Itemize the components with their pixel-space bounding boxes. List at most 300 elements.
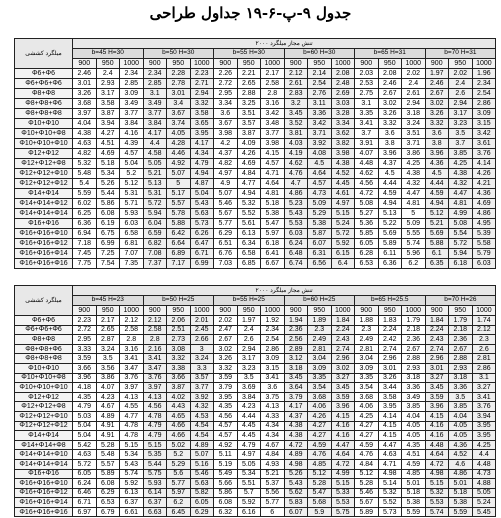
column-header: 950 [96,306,120,316]
table-cell: 5.02 [167,440,191,450]
table-cell: 5.86 [214,488,238,498]
table-cell: 2.51 [167,325,191,335]
table-cell: 5.24 [331,219,355,229]
table-cell: 4.69 [472,199,496,209]
table-cell: 2.36 [449,335,473,345]
table-cell: 5.34 [96,169,120,179]
table-cell: 5.26 [96,179,120,189]
table-cell: 3.49 [402,392,426,402]
table-cell: 3.76 [143,373,167,383]
table-cell: 5.36 [355,219,379,229]
table-cell: 6.63 [143,507,167,517]
table-cell: 1.84 [331,316,355,326]
table-cell: 4.38 [402,169,426,179]
table-cell: 3.01 [378,363,402,373]
table-row [15,159,496,169]
table-cell: 4.76 [355,450,379,460]
table-cell: 3.09 [472,109,496,119]
table-cell: 3.82 [331,139,355,149]
table-cell: 4.36 [449,440,473,450]
table-cell: 6.13 [237,229,261,239]
column-header: 950 [167,59,191,69]
table-cell: 4.81 [449,199,473,209]
table-cell: 6.41 [261,249,285,259]
column-header: 950 [96,59,120,69]
table-cell: 6.76 [214,249,238,259]
row-label: Φ16+Φ16+Φ16 [15,507,73,517]
table-cell: 5.48 [73,169,97,179]
table-cell: 2.36 [284,325,308,335]
table-cell: 2.3 [308,325,332,335]
table-cell: 4.69 [237,159,261,169]
table-cell: 2.21 [237,69,261,79]
table-cell: 6.02 [73,199,97,209]
table-cell: 5.14 [378,479,402,489]
column-header: 1000 [402,306,426,316]
table-cell: 4.16 [331,431,355,441]
table-cell: 4.65 [167,411,191,421]
table-cell: 5.97 [167,488,191,498]
table-cell: 5.62 [284,488,308,498]
column-header: 950 [237,306,261,316]
column-header: 950 [167,306,191,316]
table-cell: 5.67 [355,498,379,508]
table-cell: 4.55 [120,402,144,412]
column-header: 1000 [190,59,214,69]
dimension-header: b=70 H=31 [425,49,496,59]
column-header: 1000 [261,59,285,69]
table-cell: 2.46 [425,79,449,89]
table-cell: 4.15 [378,431,402,441]
table-cell: 6.71 [73,498,97,508]
table-cell: 2.74 [331,344,355,354]
table-cell: 3.26 [214,354,238,364]
table-cell: 3.09 [261,354,285,364]
table-cell: 6.37 [120,498,144,508]
table-cell: 3.77 [143,109,167,119]
table-cell: 3.87 [96,109,120,119]
table-cell: 3.5 [96,354,120,364]
table-cell: 2.08 [331,69,355,79]
table-cell: 4.51 [96,139,120,149]
table-cell: 4.59 [425,189,449,199]
table-cell: 4.87 [190,179,214,189]
table-cell: 3.03 [331,99,355,109]
column-header: 1000 [120,306,144,316]
table-cell: 5.32 [378,488,402,498]
column-header: 900 [214,59,238,69]
table-cell: 4.13 [143,392,167,402]
table-cell: 6.67 [261,259,285,269]
table-cell: 3.12 [284,354,308,364]
column-header: 900 [425,59,449,69]
table-cell: 4.44 [425,179,449,189]
table-cell: 6.18 [449,259,473,269]
table-cell: 3.81 [284,129,308,139]
table-cell: 3.18 [402,109,426,119]
table-cell: 4.66 [167,421,191,431]
table-cell: 3.41 [472,392,496,402]
table-cell: 4.98 [378,469,402,479]
table-cell: 1.92 [261,316,285,326]
table-cell: 2.6 [472,344,496,354]
table-cell: 2.06 [167,316,191,326]
table-row [15,89,496,99]
table-cell: 5.74 [120,469,144,479]
table-cell: 4.89 [190,440,214,450]
table-cell: 3.16 [261,99,285,109]
table-cell: 3.65 [190,119,214,129]
table-cell: 4.32 [190,402,214,412]
table-cell: 5.21 [143,169,167,179]
table-cell: 3.58 [96,99,120,109]
table-cell: 2.23 [73,316,97,326]
table-cell: 4.27 [96,129,120,139]
table-cell: 5.21 [261,469,285,479]
table-cell: 4.59 [355,440,379,450]
table-cell: 3.02 [331,363,355,373]
table-cell: 6.51 [214,239,238,249]
table-cell: 4.76 [284,169,308,179]
table-cell: 4.5 [425,169,449,179]
table-cell: 2.86 [472,363,496,373]
table-cell: 3.8 [378,139,402,149]
table-cell: 4.32 [402,179,426,189]
table-cell: 3.36 [402,383,426,393]
table-cell: 3.35 [308,373,332,383]
table-cell: 4.53 [190,411,214,421]
table-cell: 4.44 [378,179,402,189]
table-row [15,219,496,229]
table-row [15,421,496,431]
table-cell: 1.83 [378,316,402,326]
table-cell: 4.18 [73,383,97,393]
table-cell: 7.37 [143,259,167,269]
table-cell: 4.72 [284,440,308,450]
table-cell: 3.68 [73,99,97,109]
table-cell: 4.48 [355,159,379,169]
dimension-header: b=55 H=25 [214,296,285,306]
table-cell: 6.08 [96,209,120,219]
table-cell: 2.73 [167,335,191,345]
table-cell: 6.1 [425,249,449,259]
table-cell: 4.08 [308,149,332,159]
table-cell: 6.05 [355,239,379,249]
table-cell: 5.43 [284,479,308,489]
table-cell: 6.45 [167,507,191,517]
table-cell: 3.59 [214,373,238,383]
table-cell: 4.99 [449,209,473,219]
table-cell: 5.4 [73,179,97,189]
table-cell: 4.05 [402,431,426,441]
table-cell: 7.08 [143,249,167,259]
table-cell: 5.15 [143,440,167,450]
table-cell: 5.08 [355,199,379,209]
table-row [15,392,496,402]
row-label: Φ10+Φ10+Φ8 [15,373,73,383]
table-cell: 5.94 [143,209,167,219]
table-cell: 3.44 [378,383,402,393]
table-cell: 2.23 [190,69,214,79]
table-cell: 4.91 [96,421,120,431]
table-cell: 3.67 [214,119,238,129]
table-cell: 7.75 [73,259,97,269]
column-header: 950 [308,59,332,69]
table-cell: 4.35 [214,402,238,412]
table-cell: 3.09 [308,363,332,373]
table-cell: 3.32 [378,119,402,129]
table-cell: 5.83 [284,498,308,508]
table-cell: 4.85 [402,469,426,479]
table-cell: 3.74 [167,119,191,129]
table-cell: 4.21 [472,179,496,189]
row-label: Φ16+Φ16 [15,469,73,479]
table-cell: 2.8 [143,335,167,345]
table-cell: 2.49 [355,335,379,345]
table-cell: 5.38 [308,219,332,229]
table-cell: 3.18 [449,373,473,383]
table-cell: 5.43 [190,199,214,209]
table-cell: 3.76 [120,373,144,383]
table-cell: 2.12 [143,316,167,326]
table-cell: 7.07 [120,249,144,259]
table-cell: 3.35 [355,109,379,119]
table-cell: 4.88 [472,479,496,489]
table-cell: 5.33 [331,488,355,498]
table-cell: 4.94 [378,199,402,209]
table-cell: 2.78 [167,79,191,89]
table-cell: 4.14 [378,411,402,421]
table-row [15,169,496,179]
table-cell: 5.66 [214,479,238,489]
table-cell: 3.3 [190,363,214,373]
table-cell: 3.95 [378,402,402,412]
table-cell: 4.57 [308,179,332,189]
table-cell: 3.41 [143,354,167,364]
table-cell: 3.02 [214,344,238,354]
table-cell: 5.31 [143,189,167,199]
table-cell: 3.61 [472,139,496,149]
table-cell: 5.53 [425,498,449,508]
table-cell: 2.83 [284,89,308,99]
table-cell: 6.07 [308,239,332,249]
table-row [15,507,496,517]
table-cell: 3.24 [96,344,120,354]
column-header: 1000 [261,306,285,316]
table-cell: 2.4 [402,79,426,89]
table-cell: 4.63 [73,139,97,149]
table-cell: 3.57 [190,373,214,383]
table-cell: 4.77 [120,411,144,421]
table-cell: 4.25 [402,159,426,169]
table-cell: 5.07 [167,169,191,179]
table-cell: 3.45 [284,373,308,383]
table-cell: 4.76 [308,450,332,460]
table-cell: 2.72 [73,325,97,335]
table-cell: 5.92 [237,498,261,508]
row-label: Φ8+Φ8 [15,89,73,99]
column-header: 950 [449,59,473,69]
table-cell: 5.38 [261,209,285,219]
table-cell: 2.36 [402,335,426,345]
table-cell: 3.54 [355,383,379,393]
row-label: Φ12+Φ12+Φ12 [15,179,73,189]
table-cell: 3.96 [425,149,449,159]
column-header: 900 [284,59,308,69]
table-cell: 5.34 [120,450,144,460]
mesh-header: میلگرد کششی [15,286,73,316]
column-header: 950 [237,59,261,69]
table-row [15,149,496,159]
table-cell: 5.13 [143,179,167,189]
table-cell: 5.75 [143,469,167,479]
column-header: 950 [449,306,473,316]
table-row [15,488,496,498]
table-cell: 4.39 [120,139,144,149]
table-cell: 4.92 [167,159,191,169]
table-cell: 4.97 [214,169,238,179]
table-cell: 4.99 [331,469,355,479]
table-cell: 5.29 [167,459,191,469]
table-cell: 2.16 [143,344,167,354]
table-cell: 4.38 [449,169,473,179]
table-row [15,189,496,199]
table-cell: 3.38 [167,363,191,373]
table-cell: 5.47 [261,219,285,229]
table-cell: 6.16 [237,507,261,517]
column-header: 900 [143,306,167,316]
table-cell: 3.95 [190,129,214,139]
table-cell: 4.81 [261,189,285,199]
table-cell: 5.58 [472,239,496,249]
table-cell: 6.99 [190,259,214,269]
table-cell: 3.27 [331,373,355,383]
row-label: Φ16+Φ16+Φ14 [15,249,73,259]
table-row [15,373,496,383]
table-cell: 6.53 [96,498,120,508]
table-cell: 5.31 [120,189,144,199]
table-cell: 5.57 [167,199,191,209]
table-cell: 2.24 [425,325,449,335]
table-cell: 3.41 [355,119,379,129]
table-cell: 4.57 [120,149,144,159]
table-cell: 2.88 [237,89,261,99]
table-cell: 7.45 [73,249,97,259]
table-cell: 4.05 [449,431,473,441]
table-cell: 2.65 [96,325,120,335]
table-cell: 4.73 [472,469,496,479]
row-label: Φ12+Φ12+Φ8 [15,402,73,412]
table-cell: 2.46 [378,79,402,89]
table-cell: 3.77 [190,383,214,393]
table-cell: 2.81 [472,354,496,364]
table-cell: 3.16 [120,344,144,354]
table-cell: 3.6 [214,109,238,119]
table-cell: 4.04 [449,411,473,421]
table-cell: 5.9 [308,507,332,517]
table-cell: 4.56 [143,402,167,412]
table-cell: 4.63 [378,450,402,460]
table-cell: 2.48 [331,79,355,89]
row-label: Φ14+Φ14+Φ14 [15,459,73,469]
table-cell: 5.15 [331,479,355,489]
table-cell: 6.05 [73,469,97,479]
table-cell: 6.97 [73,507,97,517]
table-cell: 3 [190,344,214,354]
table-cell: 5.01 [449,479,473,489]
table-cell: 4.81 [402,199,426,209]
table-cell: 2.67 [425,89,449,99]
table-cell: 3.01 [73,79,97,89]
table-cell: 4.86 [284,189,308,199]
table-cell: 3.66 [73,363,97,373]
table-cell: 4.05 [449,421,473,431]
dimension-header: b=60 H=30 [284,49,355,59]
table-cell: 2.94 [237,344,261,354]
table-cell: 5.7 [237,488,261,498]
table-cell: 5.72 [331,229,355,239]
table-cell: 2.89 [284,344,308,354]
table-cell: 2.3 [355,325,379,335]
table-cell: 4.84 [237,169,261,179]
table-cell: 5.46 [214,199,238,209]
table-cell: 3.86 [96,373,120,383]
table-row [15,179,496,189]
table-cell: 5.13 [378,209,402,219]
table-cell: 4.37 [378,159,402,169]
table-cell: 3.23 [237,363,261,373]
table-cell: 3.97 [73,109,97,119]
column-header: 950 [378,59,402,69]
table-cell: 3.11 [308,99,332,109]
table-cell: 4.89 [96,411,120,421]
table-cell: 2.45 [190,325,214,335]
table-cell: 4.67 [96,402,120,412]
table-cell: 5.59 [402,507,426,517]
row-label: Φ16+Φ16+Φ12 [15,488,73,498]
table-cell: 5.42 [73,440,97,450]
table-cell: 5.56 [261,488,285,498]
table-cell: 5.72 [449,239,473,249]
table-cell: 5.96 [402,249,426,259]
table-cell: 6.75 [96,229,120,239]
table-cell: 5.35 [143,450,167,460]
table-cell: 4.28 [167,139,191,149]
table-cell: 3.41 [261,373,285,383]
table-cell: 3.48 [261,119,285,129]
table-cell: 5.27 [355,209,379,219]
table-cell: 3.95 [472,431,496,441]
table-cell: 2.24 [378,325,402,335]
table-cell: 1.96 [472,69,496,79]
table-cell: 3.24 [190,354,214,364]
table-cell: 3.79 [214,383,238,393]
table-cell: 2.17 [96,316,120,326]
row-label: Φ16+Φ16+Φ16 [15,259,73,269]
table-cell: 4.37 [214,149,238,159]
table-cell: 6.59 [143,229,167,239]
table-cell: 3.45 [331,383,355,393]
table-row [15,239,496,249]
table-cell: 3.58 [378,392,402,402]
table-cell: 3.66 [167,373,191,383]
table-cell: 4.48 [472,459,496,469]
table-cell: 4.98 [425,469,449,479]
table-cell: 5.74 [402,239,426,249]
table-row [15,431,496,441]
row-label: Φ12+Φ12 [15,392,73,402]
table-cell: 2.12 [284,69,308,79]
